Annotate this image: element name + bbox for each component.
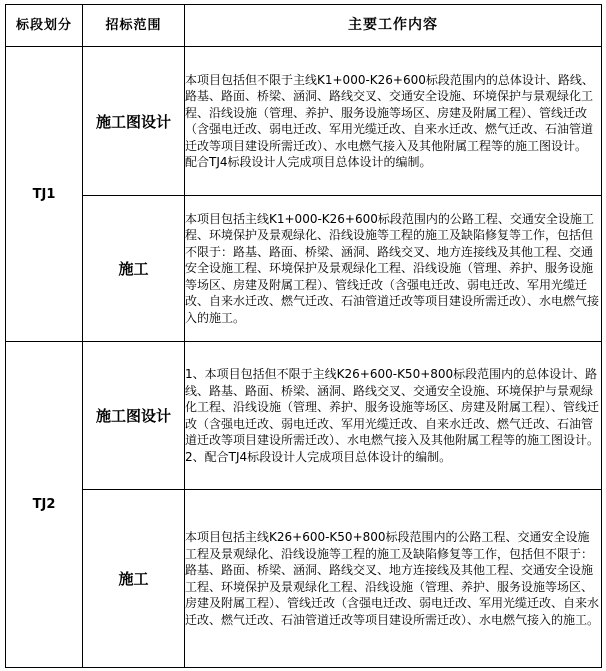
content-cell xyxy=(185,490,602,668)
content-paragraph: 本项目包括但不限于主线K1+000-K26+600标段范围内的总体设计、路线、路基、路面、桥梁、涵洞、路线交叉、交通安全设施、环境保护与景观绿化工程、沿线设施（管理、养护、服务设施等场区、房建及附属工程）、管线迁改（含强电迁改、弱电迁改、军用光缆迁改、自来水迁改、燃气迁改、石油管道迁改等项目建设所需迁改）、水电燃气接入及其他附属工程等的施工图设计。 xyxy=(185,72,594,153)
content-paragraph: 2、配合TJ4标段设计人完成项目总体设计的编制。 xyxy=(185,449,452,464)
scope-cell: 施工图设计 xyxy=(83,342,185,490)
content-paragraph: 本项目包括主线K1+000-K26+600标段范围内的公路工程、交通安全设施工程、环境保护及景观绿化、沿线设施等工程的施工及缺陷修复等工作，包括但不限于：路基、路面、桥梁、涵洞、路线交叉、地方连接线及其他工程、交通安全设施工程、环境保护及景观绿化工程、沿线设施（管理、养护、服务设施等场区、房建及附属工程）、管线迁改（含强电迁改、弱电迁改、军用光缆迁改、自来水迁改、燃气迁改、石油管道迁改等项目建设所需迁改）、水电燃气接入的施工。 xyxy=(185,211,600,325)
table-row xyxy=(6,196,602,342)
content-cell xyxy=(185,196,602,342)
work-scope-table xyxy=(5,4,602,668)
content-paragraph: 本项目包括主线K26+600-K50+800标段范围内的公路工程、交通安全设施工程及景观绿化、沿线设施等工程的施工及缺陷修复等工作，包括但不限于：路基、路面、桥梁、涵洞、路线交叉、地方连接线及其他工程、交通安全设施工程、环境保护及景观绿化工程、沿线设施（管理、养护、服务设施等场区、房建及附属工程）、管线迁改（含强电迁改、弱电迁改、军用光缆迁改、自来水迁改、燃气迁改、石油管道迁改等项目建设所需迁改）、水电燃气接入的施工。 xyxy=(185,530,600,627)
table-row xyxy=(6,342,602,490)
content-paragraph: 1、本项目包括但不限于主线K26+600-K50+800标段范围内的总体设计、路线、路基、路面、桥梁、涵洞、路线交叉、交通安全设施、环境保护与景观绿化工程、沿线设施（管理、养护、服务设施等场区、房建及附属工程）、管线迁改（含强电迁改、弱电迁改、军用光缆迁改、自来水迁改、燃气迁改、石油管道迁改等项目建设所需迁改）、水电燃气接入及其他附属工程等的施工图设计。 xyxy=(185,367,600,447)
table-row xyxy=(6,47,602,196)
content-cell xyxy=(185,47,602,196)
header-row xyxy=(6,5,602,47)
scope-cell: 施工图设计 xyxy=(83,47,185,196)
header-content: 主要工作内容 xyxy=(185,5,602,47)
content-cell xyxy=(185,342,602,490)
segment-cell: TJ2 xyxy=(6,342,83,668)
header-scope: 招标范围 xyxy=(83,5,185,47)
scope-cell: 施工 xyxy=(83,490,185,668)
header-segment: 标段划分 xyxy=(6,5,83,47)
scope-cell: 施工 xyxy=(83,196,185,342)
segment-cell: TJ1 xyxy=(6,47,83,342)
content-paragraph: 配合TJ4标段设计人完成项目总体设计的编制。 xyxy=(185,155,432,169)
table-row xyxy=(6,490,602,668)
